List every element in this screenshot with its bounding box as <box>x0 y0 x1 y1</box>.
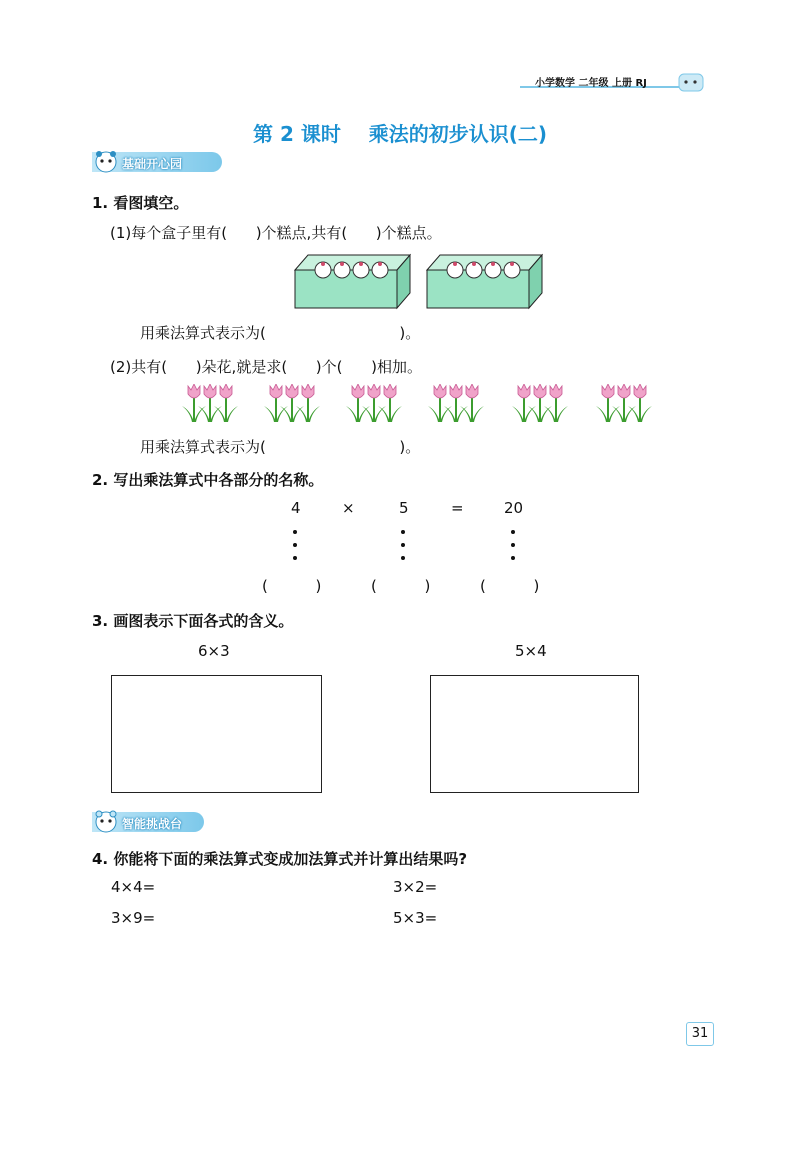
factor-1: 4 <box>291 499 301 517</box>
dot <box>401 556 405 560</box>
cake-box-right <box>427 255 542 308</box>
question-1-heading: 1. 看图填空。 <box>92 194 189 212</box>
expression-6x3: 6×3 <box>198 642 230 660</box>
expression-5x4: 5×4 <box>515 642 547 660</box>
flower-group-2 <box>264 384 320 422</box>
flower-group-3 <box>346 384 402 422</box>
panda-icon <box>93 148 119 174</box>
flowers-image <box>178 384 668 424</box>
question-1-expr-2: 用乘法算式表示为( )。 <box>140 438 421 456</box>
dot <box>293 556 297 560</box>
bear-icon <box>93 808 119 834</box>
times-sign: × <box>342 499 355 517</box>
drawing-box-2[interactable] <box>430 675 639 793</box>
question-3-heading: 3. 画图表示下面各式的含义。 <box>92 612 294 630</box>
exercise-5x3: 5×3= <box>393 909 438 927</box>
dot <box>511 556 515 560</box>
exercise-4x4: 4×4= <box>111 878 156 896</box>
page-number: 31 <box>686 1022 714 1046</box>
page-title: 第 2 课时 乘法的初步认识(二) <box>253 122 547 146</box>
equals-sign: = <box>451 499 464 517</box>
product: 20 <box>504 499 524 517</box>
question-2-heading: 2. 写出乘法算式中各部分的名称。 <box>92 471 324 489</box>
cake-boxes-image <box>290 250 550 312</box>
dot <box>401 530 405 534</box>
dot <box>293 543 297 547</box>
section-label-challenge: 智能挑战台 <box>122 817 183 831</box>
drawing-box-1[interactable] <box>111 675 322 793</box>
answer-blank-1[interactable]: ( ) <box>262 577 322 595</box>
answer-blank-2[interactable]: ( ) <box>371 577 431 595</box>
header-text: 小学数学 二年级 上册 RJ <box>535 78 647 89</box>
flower-group-1 <box>182 384 238 422</box>
flower-group-6 <box>596 384 652 422</box>
flower-group-4 <box>428 384 484 422</box>
question-1-expr-1: 用乘法算式表示为( )。 <box>140 324 421 342</box>
section-label-basic: 基础开心园 <box>122 157 183 171</box>
flower-group-5 <box>512 384 568 422</box>
exercise-3x2: 3×2= <box>393 878 438 896</box>
mascot-icon <box>678 70 704 92</box>
question-1-part-2: (2)共有( )朵花,就是求( )个( )相加。 <box>110 358 422 376</box>
dot <box>511 543 515 547</box>
answer-blank-3[interactable]: ( ) <box>480 577 540 595</box>
question-4-heading: 4. 你能将下面的乘法算式变成加法算式并计算出结果吗? <box>92 850 468 868</box>
question-1-part-1: (1)每个盒子里有( )个糕点,共有( )个糕点。 <box>110 224 442 242</box>
cake-box-left <box>295 255 410 308</box>
dot <box>511 530 515 534</box>
exercise-3x9: 3×9= <box>111 909 156 927</box>
dot <box>293 530 297 534</box>
dot <box>401 543 405 547</box>
factor-2: 5 <box>399 499 409 517</box>
